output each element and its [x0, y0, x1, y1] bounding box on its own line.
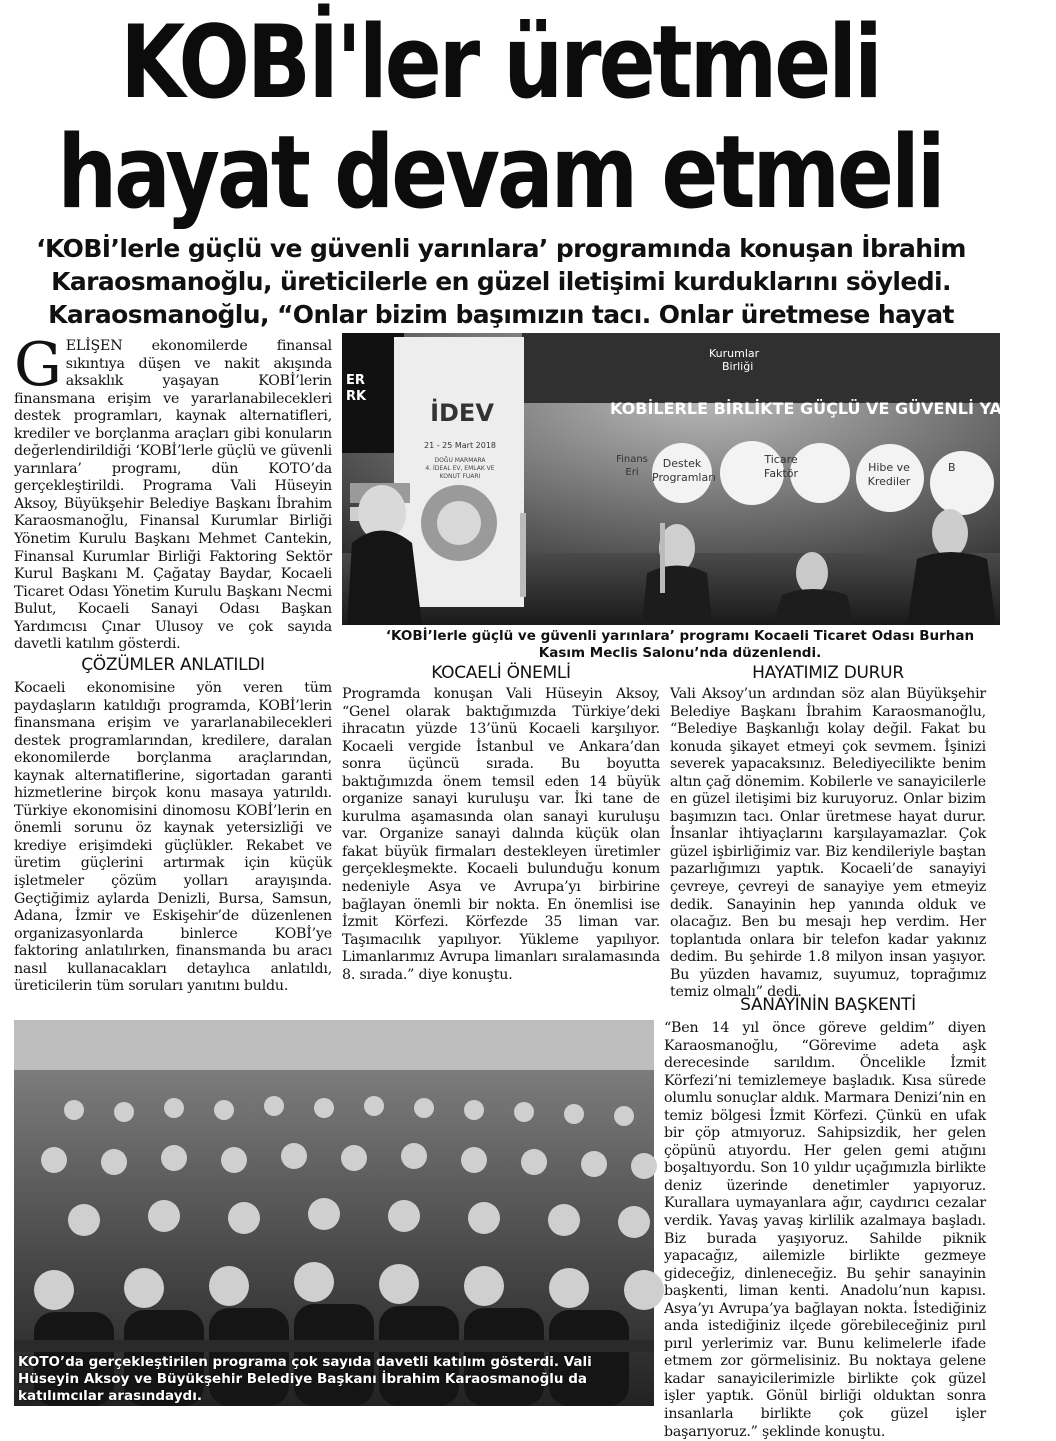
- headline-line-2: hayat devam etmeli: [57, 113, 943, 231]
- audience-photo-illustration: [14, 1020, 654, 1406]
- bubble-ticaret: Ticare Faktör: [764, 453, 798, 480]
- kocaeli-column: [342, 686, 660, 984]
- drop-cap: G: [14, 330, 62, 400]
- org-name-line-2: Birliği: [722, 360, 754, 373]
- rollup-banner-logo: İDEV: [430, 399, 494, 427]
- subhead-kocaeli: KOCAELİ ÖNEMLİ: [431, 663, 571, 683]
- rollup-banner-text-3: KONUT FUARI: [439, 473, 481, 480]
- rollup-banner-text-2: 4. İDEAL EV, EMLAK VE: [425, 465, 495, 472]
- top-photo-caption: ‘KOBİ’lerle güçlü ve güvenli yarınlara’ programı Kocaeli Ticaret Odası Burhan Kasım Meclis Salonu’nda düzenlendi.: [385, 628, 975, 661]
- hayatimiz-column: [670, 686, 986, 1002]
- sanayinin-column: [664, 1020, 986, 1441]
- left-banner-text-1: ER: [346, 373, 365, 388]
- headline-line-1: KOBİ'ler üretmeli: [120, 3, 880, 121]
- cozumler-text: Kocaeli ekonomisine yön veren tüm paydaşların katıldığı programda, KOBİ’lerin finansmana erişim ve yararlanabilecekleri destek programlarından, kredilere, daralan ekonomilerde borçlanma araçlarından, kaynak alternatiflerine, sigortadan garanti hizmetlerine birçok konu masaya yatırıldı. Türkiye ekonomisini dinomosu KOBİ’lerin en önemli sorunu öz kaynak yetersizliği ve krediye erişimdeki güçlükler. Rekabet ve üretim güçlerini artırmak için küçük işletmeler çözüm yolları arayışında. Geçtiğimiz aylarda Denizli, Bursa, Samsun, Adana, İzmir ve Eskişehir’de düzenlenen organizasyonlarda binlerce KOBİ’ye faktoring anlatılırken, finansmanda bu aracı nasıl kullanacakları detaylıca anlatıldı, üreticilerin tüm soruları yanıtını buldu.: [14, 680, 332, 995]
- kocaeli-text: Programda konuşan Vali Hüseyin Aksoy, “Genel olarak baktığımızda Türkiye’deki ihracatın yüzde 13’ünü Kocaeli karşılıyor. Kocaeli vergide İstanbul ve Ankara’dan sonra üçüncü sırada. Bu boyutta baktığımızda önem temsil eden 14 büyük organize sanayi kuruluşu var. İki tane de kurulma aşamasında olan sanayi kuruluşu var. Organize sanayi dalında küçük olan fakat büyük firmaları destekleyen üretimler gerçekleşmekte. Kocaeli bulunduğu konum nedeniyle Asya ve Avrupa’yı birbirine bağlayan önemli bir nokta. En önemlisi ise İzmit Körfezi. Körfezde 35 liman var. Taşımacılık yapılıyor. Yükleme yapılıyor. Limanlarımız Avrupa limanları sıralamasında 8. sırada.” diye konuştu.: [342, 686, 660, 983]
- lead-paragraph: ‘KOBİ’lerle güçlü ve güvenli yarınlara’ programında konuşan İbrahim Karaosmanoğlu, üreticilerle en güzel iletişimi kurduklarını söyledi. Karaosmanoğlu, “Onlar bizim başımızın tacı. Onlar üretmese hayat: [36, 234, 966, 329]
- org-name-line-1: Kurumlar: [709, 347, 760, 360]
- hayatimiz-text: Vali Aksoy’un ardından söz alan Büyükşehir Belediye Başkanı İbrahim Karaosmanoğlu, “Belediye Başkanlığı kolay değil. Fakat bu konuda şikayet etmeyi çok sevmem. İşinizi severek yapacaksınız. Belediyecilikte benim altın çağ dönemim. Kobilerle ve sanayicilerle en güzel iletişimi biz kuruyoruz. Onlar bizim başımızın tacı. Onlar üretmese hayat durur. İnsanlar ihtiyaçlarını karşılayamazlar. Çok güzel işbirliğimiz var. Biz kendileriyle baştan pazarlığımızı yaptık. Kocaeli’de sanayiyi çevreye, çevreyi de sanayiye yem etmeyiz dedik. Sanayinin hep yanında olduk ve olacağız. Ben bu mesajı hep verdim. Her toplantıda onlara bir telefon kadar yakınız dedim. Bu şehirde 1.8 milyon insan yaşıyor. Bu yüzden havamız, suyumuz, toprağımız temiz olmalı” dedi.: [670, 686, 986, 1001]
- rollup-banner-text-1: DOĞU MARMARA: [434, 457, 486, 464]
- rollup-banner-date: 21 - 25 Mart 2018: [423, 441, 496, 450]
- subhead-cozumler: ÇÖZÜMLER ANLATILDI: [81, 655, 265, 675]
- audience-photo: [14, 1020, 654, 1406]
- intro-text: ELİŞEN ekonomilerde finansal sıkıntıya düşen ve nakit akışında aksaklık yaşayan KOBİ’lerin finansmana erişim ve yararlanabilecekleri destek programları, kaynak alternatifleri, krediler ve borçlanma araçları gibi konuların değerlendirildiği ‘KOBİ’lerle güçlü ve güvenli yarınlara’ programı, dün KOTO’da gerçekleştirildi. Programa Vali Hüseyin Aksoy, Büyükşehir Belediye Başkanı İbrahim Karaosmanoğlu, Finansal Kurumlar Birliği Yönetim Kurulu Başkanı Mehmet Cantekin, Finansal Kurumlar Birliği Faktoring Sektör Kurul Başkanı M. Çağatay Baydar, Kocaeli Ticaret Odası Yönetim Kurulu Başkanı Necmi Bulut, Kocaeli Sanayi Odası Başkan Yardımcısı Çınar Ulusoy ve çok sayıda davetli katılım gösterdi.: [14, 338, 333, 653]
- subhead-hayatimiz: HAYATIMIZ DURUR: [752, 663, 904, 683]
- intro-column: [14, 330, 333, 654]
- panel-discussion-photo: [342, 333, 1056, 625]
- sanayinin-text: “Ben 14 yıl önce göreve geldim” diyen Karaosmanoğlu, “Görevime adeta aşk derecesinde sarıldım. Öncelikle İzmit Körfezi’ni temizlemeye başladık. Kısa sürede olumlu sonuçlar aldık. Marmara Denizi’nin en temiz bölgesi İzmit Körfezi. Çünkü en ufak bir çöp atmıyoruz. Sahipsizdik, her gelen çöpünü atıyordu. Her gelen gemi atığını boşaltıyordu. Son 10 yıldır uçağımızla birlikte deniz üzerinde denetimler yapıyoruz. Kurallara uymayanlara ağır, caydırıcı cezalar verdik. Yavaş yavaş kirlilik azalmaya başladı. Biz burada yaşıyoruz. Sahilde piknik yapacağız, ailemizle birlikte gezmeye gideceğiz, dinleneceğiz. Bu şehir sanayinin başkenti, liman kenti. Anadolu’nun kapısı. Asya’yı Avrupa’ya bağlayan nokta. İstediğiniz anda istediğiniz ilçede görebileceğiniz pırıl pırıl yerlerimiz var. Bunu kelimelerle ifade etmem zor görmelisiniz. Bu noktaya gelene kadar sanayicilerimizle birlikte çok güzel işler yaptık. Gönül birliği olduktan sonra insanlarla birlikte çok güzel işler başarıyoruz.” şeklinde konuştu.: [664, 1020, 986, 1440]
- bubble-destek: Destek Programları: [652, 457, 716, 484]
- subhead-sanayinin: SANAYİNİN BAŞKENTİ: [740, 995, 916, 1015]
- bubble-finans: Finans Eri: [616, 454, 648, 478]
- bubble-hibe: Hibe ve Krediler: [867, 461, 911, 488]
- bubble-b: B: [948, 461, 956, 474]
- cozumler-column: [14, 680, 332, 996]
- bottom-photo-caption: KOTO’da gerçekleştirilen programa çok sayıda davetli katılım gösterdi. Vali Hüseyin Aksoy ve Büyükşehir Belediye Başkanı İbrahim Karaosmanoğlu da katılımcılar arasındaydı.: [18, 1354, 592, 1404]
- stage-banner-title: KOBİLERLE BİRLİKTE GÜÇLÜ VE GÜVENLİ YARINLA: [610, 399, 1056, 418]
- left-banner-text-2: RK: [346, 389, 367, 404]
